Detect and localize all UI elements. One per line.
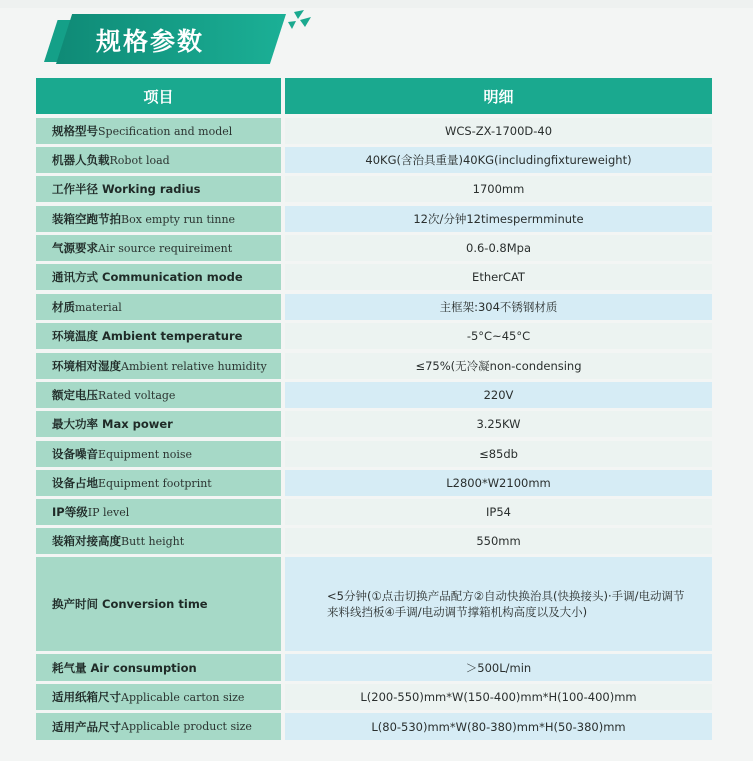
row-label-en: material xyxy=(75,300,122,314)
row-value-text: 1700mm xyxy=(472,182,525,196)
row-label-en: Rated voltage xyxy=(98,388,176,402)
row-label-zh: 环境温度 xyxy=(52,329,98,343)
row-value-text: EtherCAT xyxy=(472,270,525,284)
row-label-zh: IP等级 xyxy=(52,505,88,519)
row-label-en: Max power xyxy=(98,417,173,431)
table-row xyxy=(36,499,712,525)
row-label xyxy=(36,654,281,681)
row-label xyxy=(36,118,281,144)
table-row xyxy=(36,528,712,554)
row-value-text: IP54 xyxy=(486,505,511,519)
row-label xyxy=(36,557,281,651)
row-label-en: Equipment noise xyxy=(98,447,193,461)
row-label-en: Robot load xyxy=(109,153,170,167)
row-value-text: -5°C~45°C xyxy=(466,329,531,343)
table-row xyxy=(36,323,712,349)
table-row xyxy=(36,147,712,173)
row-value xyxy=(285,528,712,554)
row-label xyxy=(36,235,281,261)
row-value xyxy=(285,235,712,261)
row-label-zh: 额定电压 xyxy=(52,388,98,402)
row-label xyxy=(36,147,281,173)
row-value-text: 主框架:304不锈钢材质 xyxy=(439,300,558,314)
row-label xyxy=(36,713,281,740)
row-value-text: <5分钟(①点击切换产品配方②自动快换治具(快换接头)·手调/电动调节来料线挡板④手调/电动调节撑箱机构高度以及大小) xyxy=(327,589,685,619)
table-row xyxy=(36,206,712,232)
table-row xyxy=(36,118,712,144)
row-value xyxy=(285,176,712,202)
row-label-zh: 工作半径 xyxy=(52,182,98,196)
row-label xyxy=(36,323,281,349)
row-label xyxy=(36,441,281,467)
row-label-zh: 最大功率 xyxy=(52,417,98,431)
row-label xyxy=(36,353,281,379)
row-value xyxy=(285,713,712,740)
table-row xyxy=(36,654,712,681)
row-label xyxy=(36,206,281,232)
row-label-en: Applicable carton size xyxy=(121,690,245,704)
row-label-en: Conversion time xyxy=(98,597,208,611)
row-label-en: Air consumption xyxy=(86,660,197,675)
table-row xyxy=(36,441,712,467)
row-label-zh: 设备占地 xyxy=(52,476,98,490)
row-label-zh: 装箱对接高度 xyxy=(52,534,121,548)
row-label-zh: 换产时间 xyxy=(52,597,98,611)
row-value-text: 40KG(含治具重量)40KG(includingfixtureweight) xyxy=(365,153,632,167)
row-value-text: L(80-530)mm*W(80-380)mm*H(50-380)mm xyxy=(371,719,626,734)
table-row xyxy=(36,557,712,651)
row-value xyxy=(285,499,712,525)
row-label-zh: 规格型号 xyxy=(52,124,98,138)
row-value xyxy=(285,294,712,320)
row-value xyxy=(285,382,712,408)
row-label xyxy=(36,264,281,290)
table-header-row xyxy=(36,78,712,114)
row-value xyxy=(285,441,712,467)
row-label-zh: 机器人负载 xyxy=(52,153,110,167)
row-label-zh: 通讯方式 xyxy=(52,270,98,284)
row-label-en: IP level xyxy=(87,505,130,519)
row-value xyxy=(285,470,712,496)
row-label-zh: 适用纸箱尺寸 xyxy=(52,690,121,704)
row-value-text: L(200-550)mm*W(150-400)mm*H(100-400)mm xyxy=(360,690,637,704)
row-label-zh: 气源要求 xyxy=(52,241,98,255)
row-value-text: 220V xyxy=(483,388,514,402)
row-value xyxy=(285,557,712,651)
row-value xyxy=(285,264,712,290)
leaf-icon xyxy=(286,10,312,32)
row-value xyxy=(285,353,712,379)
row-label-zh: 设备噪音 xyxy=(52,447,98,461)
row-label-en: Ambient relative humidity xyxy=(121,359,267,373)
row-value xyxy=(285,684,712,710)
table-row xyxy=(36,176,712,202)
row-label-zh: 材质 xyxy=(52,300,75,314)
page-title: 规格参数 xyxy=(96,27,205,56)
table-row xyxy=(36,235,712,261)
row-label-en: Butt height xyxy=(121,534,185,548)
row-label-en: Working radius xyxy=(98,182,201,196)
row-label-en: Ambient temperature xyxy=(98,329,243,343)
header xyxy=(0,0,753,78)
row-label xyxy=(36,382,281,408)
table-row xyxy=(36,382,712,408)
row-value-text: 3.25KW xyxy=(476,417,521,431)
table-row xyxy=(36,294,712,320)
row-value-text: WCS-ZX-1700D-40 xyxy=(444,124,553,138)
row-label xyxy=(36,294,281,320)
row-label-en: Box empty run tinne xyxy=(121,212,236,226)
row-value-text: ≤75%(无冷凝non-condensing xyxy=(415,359,582,373)
row-label xyxy=(36,176,281,202)
row-label xyxy=(36,499,281,525)
row-value-text: 12次/分钟12timespermminute xyxy=(413,212,584,226)
row-label-en: Communication mode xyxy=(98,270,243,284)
row-value xyxy=(285,411,712,437)
row-label-zh: 适用产品尺寸 xyxy=(52,719,121,734)
header-detail: 明细 xyxy=(285,78,712,114)
table-row xyxy=(36,264,712,290)
table-row xyxy=(36,713,712,740)
table-row xyxy=(36,470,712,496)
row-label-en: Applicable product size xyxy=(121,720,252,733)
table-row xyxy=(36,353,712,379)
row-label xyxy=(36,684,281,710)
row-label-zh: 装箱空跑节拍 xyxy=(52,212,121,226)
row-label xyxy=(36,411,281,437)
row-value xyxy=(285,118,712,144)
row-value xyxy=(285,654,712,681)
row-value-text: 550mm xyxy=(476,534,521,548)
row-label-en: Air source requireiment xyxy=(98,241,233,255)
row-label-en: Specification and model xyxy=(98,124,233,138)
row-label-zh: 耗气量 xyxy=(52,660,87,675)
row-value-text: ≤85db xyxy=(479,447,518,461)
row-label xyxy=(36,470,281,496)
row-label-en: Equipment footprint xyxy=(98,476,212,490)
row-value-text: ＞500L/min xyxy=(465,660,532,675)
row-value xyxy=(285,206,712,232)
row-label-zh: 环境相对湿度 xyxy=(52,359,121,373)
row-value-text: L2800*W2100mm xyxy=(446,476,551,490)
table-row xyxy=(36,684,712,710)
row-label xyxy=(36,528,281,554)
row-value-text: 0.6-0.8Mpa xyxy=(466,241,531,255)
header-item: 项目 xyxy=(36,78,281,114)
table-row xyxy=(36,411,712,437)
row-value xyxy=(285,147,712,173)
row-value xyxy=(285,323,712,349)
